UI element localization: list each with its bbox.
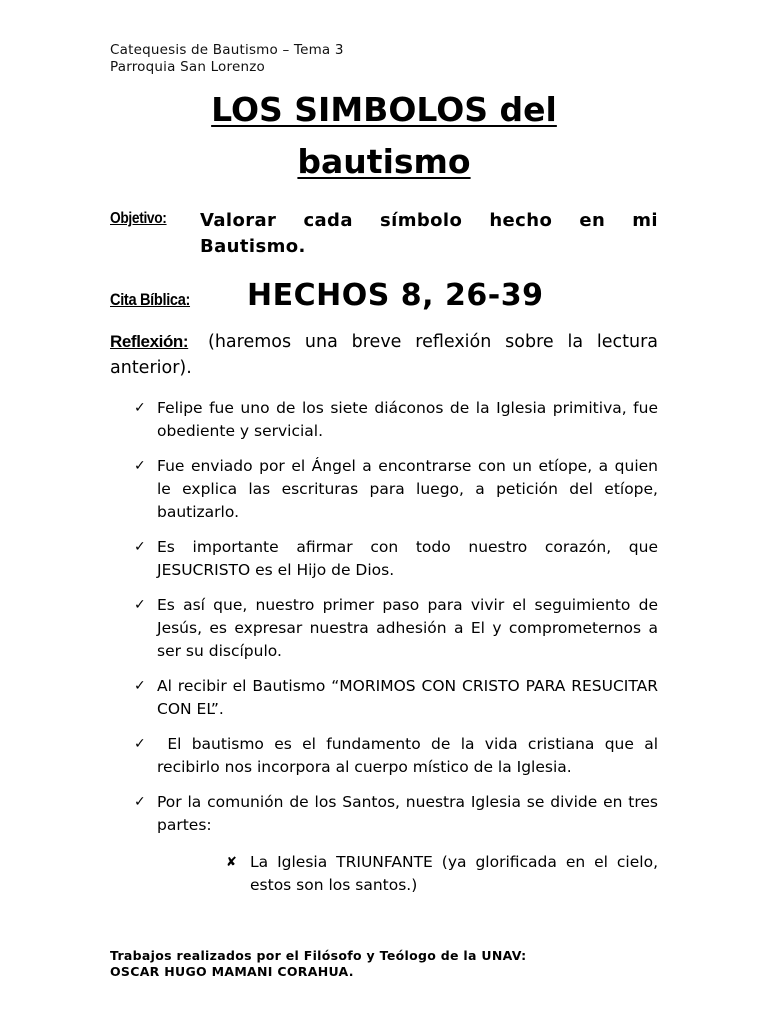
check-icon: ✓ bbox=[134, 794, 146, 810]
cita-label: Cita Bíblica: bbox=[110, 290, 191, 309]
list-item: ✓ Por la comunión de los Santos, nuestra Iglesia se divide en tres partes: ✘ La Iglesia TRIUNFANTE (ya glorificada en el cielo, estos son los santos.) bbox=[110, 791, 658, 897]
title-line-2: bautismo bbox=[297, 142, 471, 181]
page-title bbox=[110, 84, 658, 188]
list-item: ✓ Felipe fue uno de los siete diáconos de la Iglesia primitiva, fue obediente y servicial. bbox=[134, 399, 658, 440]
cita-reference: HECHOS 8, 26-39 bbox=[247, 278, 544, 313]
reflexion-section bbox=[110, 329, 658, 381]
sub-list-item: ✘ La Iglesia TRIUNFANTE (ya glorificada en el cielo, estos son los santos.) bbox=[226, 853, 658, 894]
check-icon: ✓ bbox=[134, 458, 146, 474]
list-item: ✓ Fue enviado por el Ángel a encontrarse con un etíope, a quien le explica las escrituras para luego, a petición del etíope, bautizarlo. bbox=[134, 457, 658, 521]
reflexion-label: Reflexión: bbox=[110, 332, 189, 351]
reflexion-text: (haremos una breve reflexión sobre la lectura anterior). bbox=[110, 332, 658, 378]
cita-section bbox=[110, 278, 658, 313]
footer-credit: Trabajos realizados por el Filósofo y Teólogo de la UNAV: bbox=[110, 948, 527, 963]
objective-label: Objetivo: bbox=[110, 210, 167, 227]
footer bbox=[110, 948, 670, 980]
document-page bbox=[110, 42, 663, 909]
check-icon: ✓ bbox=[134, 736, 146, 752]
check-icon: ✓ bbox=[134, 678, 146, 694]
objective-section bbox=[110, 208, 658, 260]
check-icon: ✓ bbox=[134, 400, 146, 416]
bullet-list bbox=[110, 397, 663, 897]
sub-bullet-list bbox=[157, 851, 658, 897]
check-icon: ✓ bbox=[134, 539, 146, 555]
header-parish: Parroquia San Lorenzo bbox=[110, 59, 265, 75]
header-course: Catequesis de Bautismo – Tema 3 bbox=[110, 42, 344, 58]
list-item: ✓ Al recibir el Bautismo “MORIMOS CON CRISTO PARA RESUCITAR CON EL”. bbox=[134, 677, 658, 718]
cross-icon: ✘ bbox=[226, 855, 237, 870]
title-line-1: LOS SIMBOLOS del bbox=[211, 90, 557, 129]
list-item: ✓ Es así que, nuestro primer paso para vivir el seguimiento de Jesús, es expresar nuestra adhesión a El y comprometernos a ser su discípulo. bbox=[134, 596, 658, 660]
check-icon: ✓ bbox=[134, 597, 146, 613]
footer-author: OSCAR HUGO MAMANI CORAHUA. bbox=[110, 964, 354, 979]
objective-text: Valorar cada símbolo hecho en mi Bautismo. bbox=[200, 210, 658, 257]
list-item: ✓ El bautismo es el fundamento de la vida cristiana que al recibirlo nos incorpora al cuerpo místico de la Iglesia. bbox=[134, 735, 663, 776]
list-item: ✓ Es importante afirmar con todo nuestro corazón, que JESUCRISTO es el Hijo de Dios. bbox=[134, 538, 658, 579]
